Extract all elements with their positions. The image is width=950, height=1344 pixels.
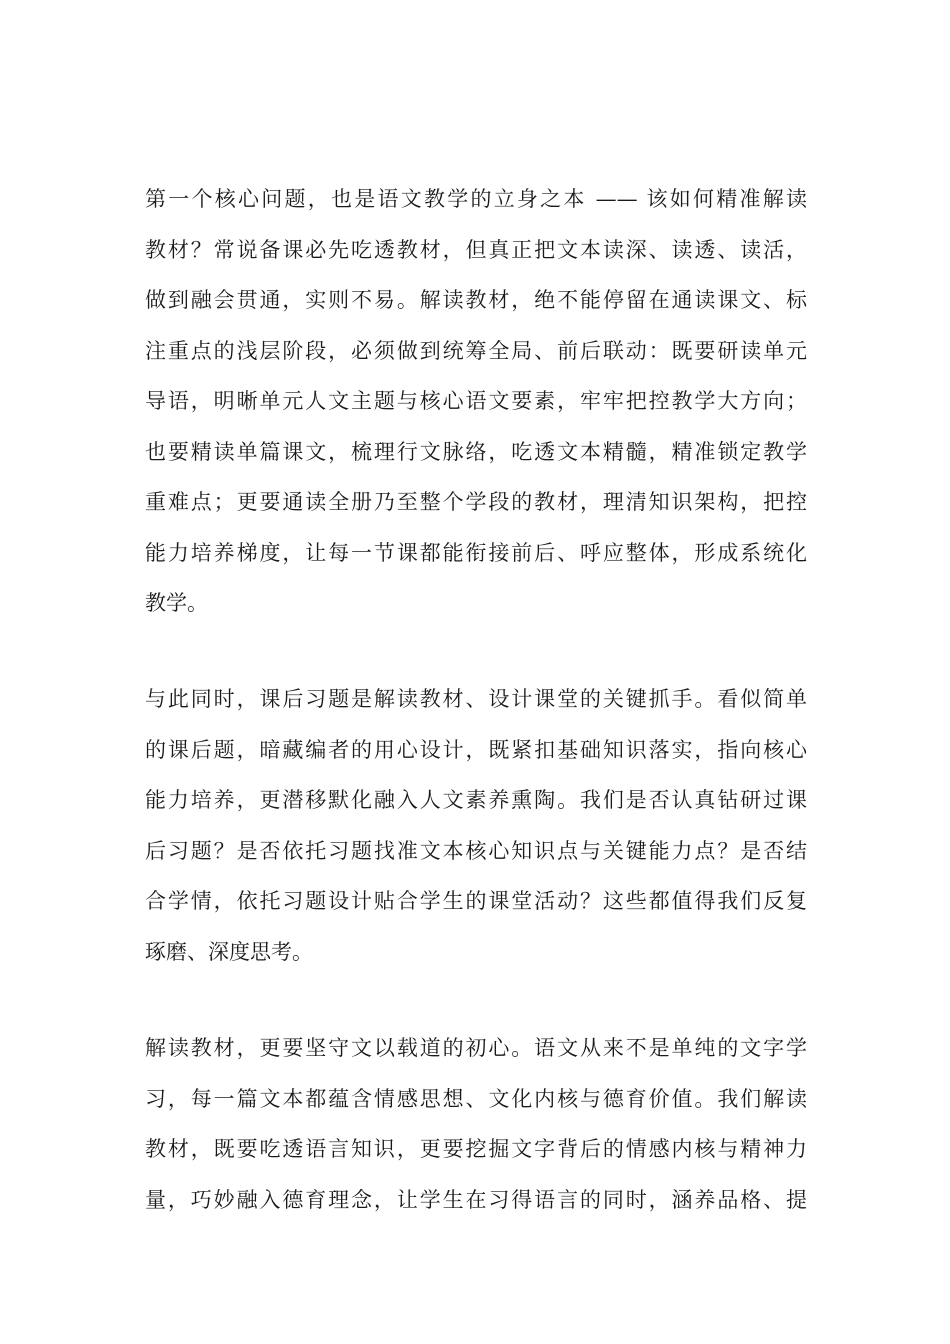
text-line: 重难点；更要通读全册乃至整个学段的教材，理清知识架构，把控 [145,490,807,514]
text-line: 教学。 [145,591,208,615]
text-line: 量，巧妙融入德育理念，让学生在习得语言的同时，涵养品格、提 [145,1187,807,1212]
text-line: 注重点的浅层阶段，必须做到统筹全局、前后联动：既要研读单元 [145,338,807,363]
text-line: 与此同时，课后习题是解读教材、设计课堂的关键抓手。看似简单 [145,687,807,711]
text-line: 能力培养梯度，让每一节课都能衔接前后、呼应整体，形成系统化 [145,540,807,565]
text-line: 合学情，依托习题设计贴合学生的课堂活动？这些都值得我们反复 [145,889,807,913]
text-line: 教材，既要吃透语言知识，更要挖掘文字背后的情感内核与精神力 [145,1137,807,1161]
text-line: 的课后题，暗藏编者的用心设计，既紧扣基础知识落实，指向核心 [145,737,807,762]
text-line: 教材？常说备课必先吃透教材，但真正把文本读深、读透、读活， [145,237,807,262]
paragraph-textbook-interpretation [145,174,807,629]
text-line: 也要精读单篇课文，梳理行文脉络，吃透文本精髓，精准锁定教学 [145,439,807,464]
text-line: 能力培养，更潜移默化融入人文素养熏陶。我们是否认真钻研过课 [145,788,807,812]
text-line: 后习题？是否依托习题找准文本核心知识点与关键能力点？是否结 [145,838,807,863]
paragraph-moral-education [145,1023,807,1225]
text-line: 第一个核心问题，也是语文教学的立身之本 —— 该如何精准解读 [145,187,807,211]
text-line: 做到融会贯通，实则不易。解读教材，绝不能停留在通读课文、标 [145,288,807,312]
text-line: 习，每一篇文本都蕴含情感思想、文化内核与德育价值。我们解读 [145,1086,807,1111]
text-line: 解读教材，更要坚守文以载道的初心。语文从来不是单纯的文字学 [145,1036,807,1060]
text-line: 导语，明晰单元人文主题与核心语文要素，牢牢把控教学大方向； [145,389,807,413]
paragraph-after-class-exercises [145,674,807,977]
text-line: 琢磨、深度思考。 [145,939,313,964]
